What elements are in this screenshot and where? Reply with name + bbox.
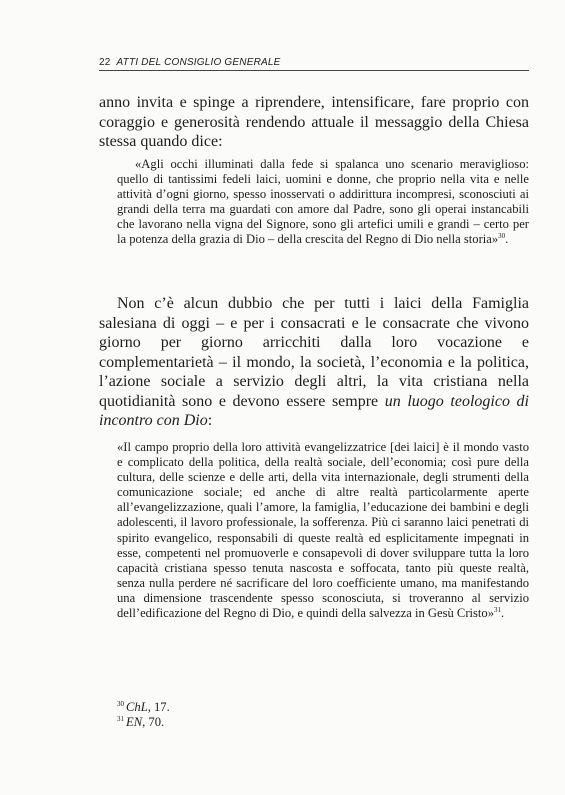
footnotes	[117, 700, 417, 730]
footnote-30-ref: ChL	[126, 700, 148, 714]
footnote-30	[117, 700, 417, 715]
paragraph-2-text: Non c’è alcun dubbio che per tutti i laici della Famiglia salesiana di oggi – e per i consacrati e le consacrate che vivono giorno per giorno arricchiti dalla loro vocazione e complementarietà – il mondo, la società, l’economia e la politica, l’azione sociale a servizio degli altri, la vita cristiana nella quotidianità sono e devono essere sempre	[99, 295, 529, 410]
paragraph-2	[99, 294, 529, 431]
footnote-30-rest: , 17.	[147, 700, 170, 714]
footnote-ref-31: 31	[494, 605, 502, 614]
footnote-31	[117, 715, 417, 730]
footnote-31-rest: , 70.	[142, 715, 165, 729]
page-number: 22	[99, 57, 111, 68]
paragraph-1: anno invita e spinge a riprendere, intensificare, fare proprio con coraggio e generosità rendendo attuale il messaggio della Chiesa stessa quando dice:	[99, 94, 529, 150]
quotation-2-text: «Il campo proprio della loro attività evangelizzatrice [dei laici] è il mondo vasto e complicato della politica, della realtà sociale, dell’economia; così pure della cultura, delle scienze e delle arti, della vita internazionale, degli strumenti della comunicazione sociale; ed anche di altre realtà particolarmente aperte all’evangelizzazione, quali l’amore, la famiglia, l’educazione dei bambini e degli adolescenti, il lavoro professionale, la sofferenza. Più ci saranno laici penetrati di spirito evangelico, responsabili di queste realtà ed esplicitamente impegnati in esse, competenti nel promuoverle e consapevoli di dover sviluppare tutta la loro capacità cristiana spesso tenuta nascosta e soffocata, tanto più queste realtà, senza nulla perdere né sacrificare del loro coefficiente umano, ma manifestando una dimensione trascendente spesso sconosciuta, si troveranno al servizio dell’edificazione del Regno di Dio, e quindi della salvezza in Gesù Cristo»	[117, 440, 529, 621]
quotation-2	[117, 440, 529, 621]
paragraph-2-end: :	[207, 412, 213, 429]
footnote-31-ref: EN	[126, 715, 143, 729]
quotation-1-text: «Agli occhi illuminati dalla fede si spalanca uno scenario meraviglioso: quello di tantissimi fedeli laici, uomini e donne, che proprio nella vita e nelle attività d’ogni giorno, spesso inosservati o addirittura incompresi, sconosciuti ai grandi della terra ma guardati con amore dal Padre, sono gli operai instancabili che lavorano nella vigna del Signore, sono gli artefici umili e grandi – certo per la potenza della grazia di Dio – della crescita del Regno di Dio nella storia»	[117, 157, 529, 247]
footnote-31-number: 31	[117, 714, 124, 723]
footnote-ref-30: 30	[498, 232, 506, 241]
quotation-2-end: .	[501, 606, 505, 621]
running-title: ATTI DEL CONSIGLIO GENERALE	[116, 57, 281, 68]
footnote-30-number: 30	[117, 699, 124, 708]
paragraph-2-emphasis: un luogo teologico di incontro con Dio	[99, 392, 529, 429]
running-header	[99, 57, 529, 71]
quotation-1: «Agli occhi illuminati dalla fede si spalanca uno scenario meraviglioso: quello di tantissimi fedeli laici, uomini e donne, che proprio nella vita e nelle attività d’ogni giorno, spesso inosservati o addirittura incompresi, sconosciuti ai grandi della terra ma guardati con amore dal Padre, sono gli operai instancabili che lavorano nella vigna del Signore, sono gli artefici umili e grandi – certo per la potenza della grazia di Dio – della crescita del Regno di Dio nella storia»$^{30}$.	[117, 157, 529, 247]
